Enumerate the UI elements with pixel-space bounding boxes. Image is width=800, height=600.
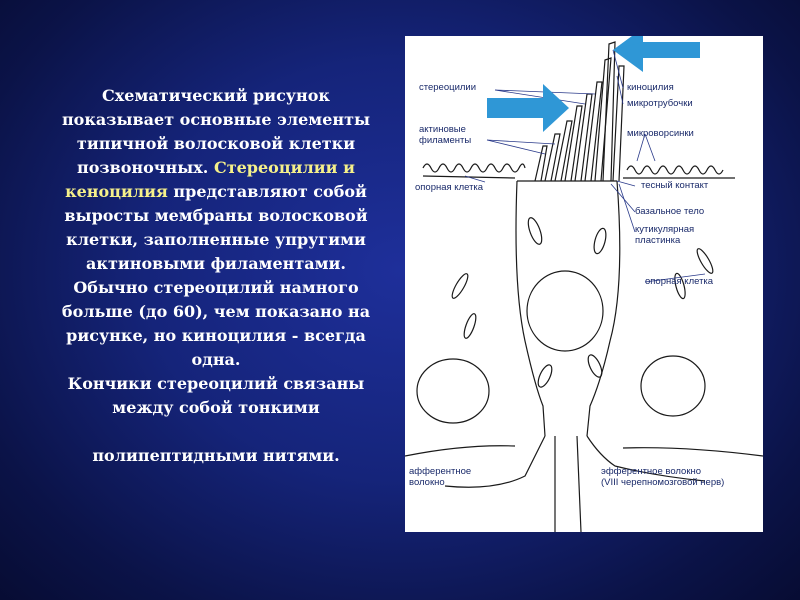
mitochondrion (450, 272, 471, 300)
text-intro: Схематический рисунок показывает основные элементы типичной волосковой клетки позвоночных. (61, 86, 371, 177)
label-cuticular-2: пластинка (635, 235, 681, 246)
label-support-cell-right: опорная клетка (645, 276, 714, 287)
label-microvilli: микроворсинки (627, 128, 694, 139)
mitochondrion (592, 227, 608, 255)
support-bottom-right (623, 448, 763, 456)
mitochondrion (462, 312, 478, 339)
support-vesicle-right (641, 356, 705, 416)
label-actin-1: актиновые (419, 124, 466, 135)
label-efferent-1: эфферентное волокно (601, 466, 702, 477)
text-body: представляют собой выросты мембраны волосковой клетки, заполненные упругими актиновыми филаментами. Обычно стереоцилий намного больше (до 60), чем показано на рисунке, но киноцилия - всегда одна. (61, 182, 371, 369)
afferent-fiber (445, 436, 555, 532)
label-kinocilium: киноцилия (627, 82, 674, 93)
description-text (48, 84, 384, 468)
mitochondrion (585, 353, 604, 379)
label-afferent-1: афферентное (409, 466, 472, 477)
hair-cell-figure (405, 36, 763, 532)
hair-cell-body (516, 181, 620, 436)
microvilli-right (627, 166, 723, 174)
label-efferent-2: (VIII черепномозговой нерв) (601, 477, 725, 488)
label-tight-junction: тесный контакт (641, 180, 709, 191)
highlight-kinocilium: кеноцилия (65, 182, 168, 201)
support-bottom-left (405, 446, 515, 456)
mitochondrion (526, 216, 545, 246)
label-cuticular-1: кутикулярная (635, 224, 695, 235)
label-microtubules: микротрубочки (627, 98, 693, 109)
support-vesicle-left (417, 359, 489, 423)
text-tips: Кончики стереоцилий связаны между собой тонкими (67, 374, 365, 417)
microvilli-left (423, 164, 525, 172)
label-actin-2: филаменты (419, 135, 472, 146)
label-stereocilia: стереоцилии (419, 82, 477, 93)
nucleus (527, 271, 603, 351)
label-basal-body: базальное тело (635, 206, 705, 217)
mitochondrion (535, 363, 554, 389)
mitochondrion (695, 247, 716, 275)
highlight-stereocilia: Стереоцилии и (213, 158, 355, 177)
text-filaments: полипептидными нитями. (92, 446, 340, 465)
label-afferent-2: волокно (409, 477, 445, 488)
label-support-cell-left: опорная клетка (415, 182, 484, 193)
